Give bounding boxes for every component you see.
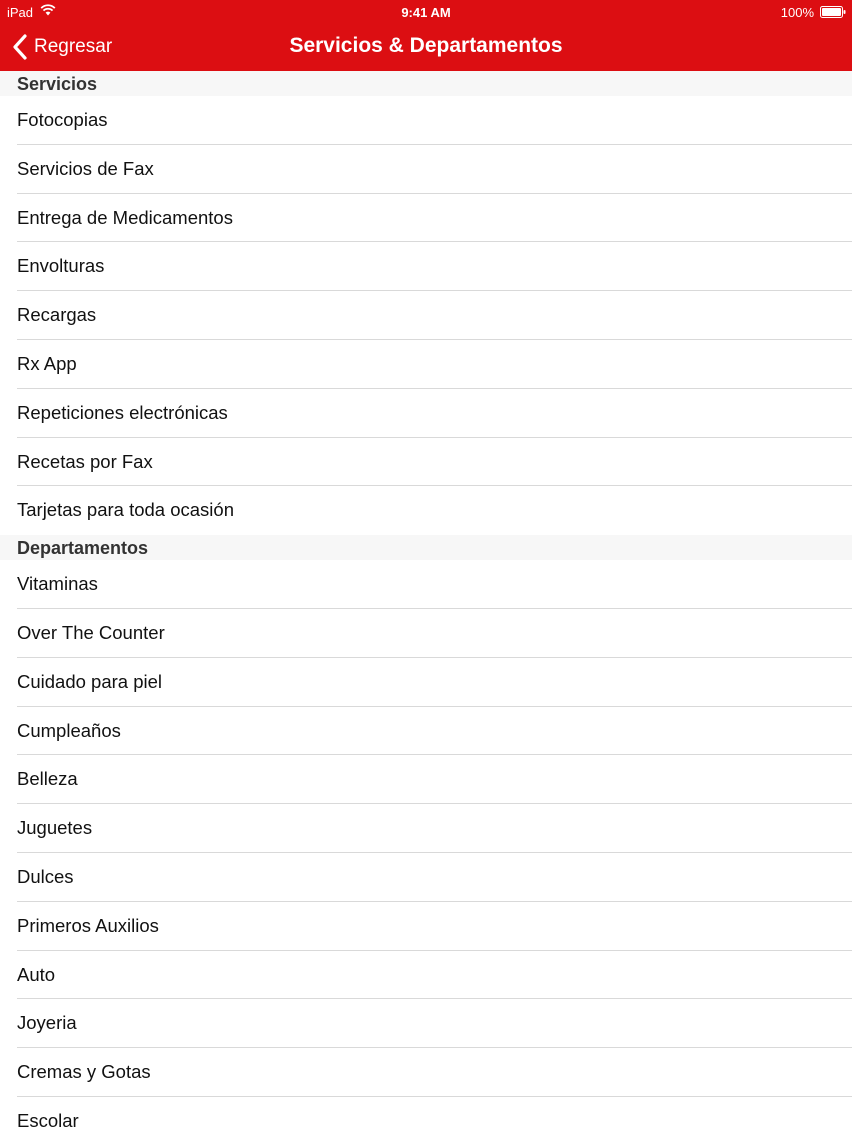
status-bar [0, 0, 852, 24]
list-item[interactable]: Envolturas [0, 242, 852, 291]
back-button-label: Regresar [34, 36, 113, 57]
list-item[interactable]: Dulces [0, 853, 852, 902]
list-item[interactable]: Auto [0, 951, 852, 1000]
list-item[interactable]: Entrega de Medicamentos [0, 194, 852, 243]
list-item[interactable]: Recetas por Fax [0, 438, 852, 487]
navigation-bar [0, 24, 852, 71]
list-item[interactable]: Recargas [0, 291, 852, 340]
table-view[interactable] [0, 71, 852, 1136]
chevron-left-icon [12, 34, 28, 60]
section-header: Departamentos [0, 535, 852, 560]
list-item[interactable]: Servicios de Fax [0, 145, 852, 194]
list-item[interactable]: Over The Counter [0, 609, 852, 658]
device-label: iPad [7, 5, 34, 20]
list-item[interactable]: Belleza [0, 755, 852, 804]
list-item[interactable]: Primeros Auxilios [0, 902, 852, 951]
page-title: Servicios & Departamentos [289, 34, 563, 57]
battery-percent: 100% [780, 5, 814, 20]
list-item[interactable]: Juguetes [0, 804, 852, 853]
list-item[interactable]: Fotocopias [0, 96, 852, 145]
section-header: Servicios [0, 71, 852, 96]
list-item[interactable]: Vitaminas [0, 560, 852, 609]
battery-icon [820, 6, 846, 18]
list-item[interactable]: Cremas y Gotas [0, 1048, 852, 1097]
list-item[interactable]: Tarjetas para toda ocasión [17, 499, 234, 521]
list-item[interactable]: Repeticiones electrónicas [0, 389, 852, 438]
top-bar [0, 0, 852, 71]
list-item[interactable]: Cuidado para piel [0, 658, 852, 707]
status-time: 9:41 AM [401, 5, 451, 20]
list-item[interactable]: Rx App [0, 340, 852, 389]
list-item[interactable]: Cumpleaños [0, 707, 852, 756]
list-item[interactable]: Escolar [17, 1109, 79, 1131]
list-item[interactable]: Joyeria [0, 999, 852, 1048]
back-button[interactable] [12, 34, 112, 60]
